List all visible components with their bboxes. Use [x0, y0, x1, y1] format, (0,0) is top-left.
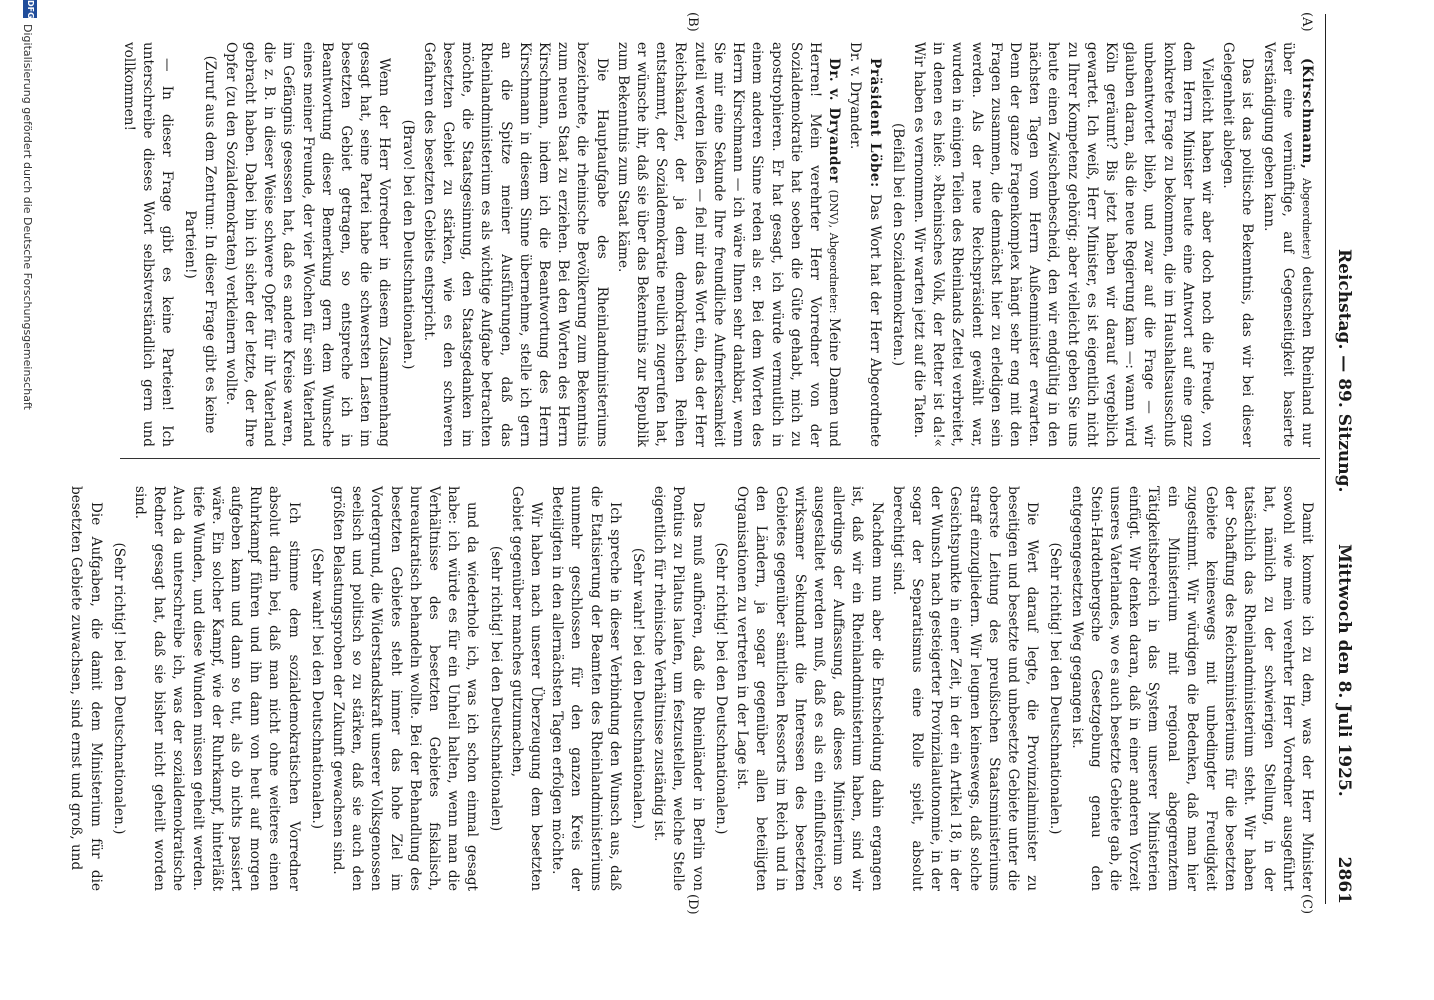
interjection: (Bravo! bei den Deutschnationalen.)	[399, 119, 416, 370]
running-head-left: Reichstag. — 89. Sitzung.	[1334, 249, 1354, 493]
margin-letter-d: (D)	[685, 894, 700, 915]
page-number: 2861	[1334, 856, 1354, 904]
paragraph	[221, 42, 394, 447]
paragraph-text: Ich spreche in dieser Verbindung den Wunsch aus, daß die Etatisierung der Beamten des Rheinlandministeriums nunmehr geschlossen für den ganzen Kreis der Beteiligten in den allernächsten Tagen erfolgen möchte.	[549, 486, 623, 891]
paragraph	[1218, 42, 1256, 447]
running-head-right: Mittwoch den 8. Juli 1925.	[1334, 544, 1354, 797]
paragraph-text: Das Wort hat der Herr Abgeordnete Dr. v. Dryander.	[847, 42, 883, 447]
paragraph	[888, 486, 1042, 891]
speaker-name: Dr. v. Dryander	[826, 58, 843, 190]
paragraph	[909, 42, 1216, 447]
paragraph	[419, 42, 611, 447]
paragraph	[1066, 486, 1316, 891]
interjection: (Sehr wahr! bei den Deutschnationalen.)	[308, 547, 325, 830]
interjection: (Sehr wahr! bei den Deutschnationalen.)	[630, 547, 647, 830]
interjection: (Sehr richtig! bei den Deutschnationalen.)	[110, 542, 127, 835]
paragraph	[130, 486, 303, 891]
running-head	[1325, 14, 1360, 904]
paragraph-text: Wenn der Herr Vorredner in diesem Zusammenhang gesagt hat, seine Partei habe die schwersten Lasten im besetzten Gebiet getragen, so entspreche ich in Beantwortung dieser Bemerkung gern dem Wunsche eines meiner Freunde, der vier Wochen für sein Vaterland im Gefängnis gesessen hat, daß es andere Kreise waren, die z. B. in dieser Weise schwere Opfer für ihr Vaterland gebracht haben. Dabei bin ich sicher der letzte, der Ihre Opfer (zu den Sozialdemokraten) verkleinern wollte.	[222, 42, 393, 447]
margin-letter-a: (A)	[1299, 12, 1314, 32]
digitization-credit: Digitalisierung gefördert durch die Deutsche Forschungsgemeinschaft	[21, 24, 34, 410]
paragraph	[1258, 42, 1316, 447]
paragraph	[732, 486, 886, 891]
paragraph-text: Die Aufgaben, die damit dem Ministerium für die besetzten Gebiete zuwachsen, sind ernst und groß, und	[68, 486, 104, 891]
paragraph	[613, 42, 843, 447]
paragraph	[547, 486, 624, 891]
speaker-name: Präsident Löbe:	[866, 58, 883, 195]
paragraph-text: Wir haben nach unserer Überzeugung dem besetzten Gebiet gegenüber manches gutzumachen,	[508, 486, 545, 891]
right-column	[64, 486, 1316, 891]
paragraph-text: Das ist das politische Bekenntnis, das wir bei dieser Gelegenheit ablegen.	[1220, 42, 1256, 447]
paragraph-text: Die Hauptaufgabe des Rheinlandministeriums bezeichnete, die rheinische Bevölkerung zum Bekenntnis zum neuen Staat zu erziehen. Bei den Worten des Herrn Kirschmann, indem ich die Beantwortung des Herrn Kirschmann in diesem Sinne übernehme, stelle ich gern an die Spitze meiner Ausführungen, daß das Rheinlandministerium es als wichtige Aufgabe betrachten möchte, die Staatsgesinnung, den Staatsgedanken im besetzten Gebiet zu stärken, wie es den schweren Gefahren des besetzten Gebiets entspricht.	[420, 42, 610, 447]
speaker-note: (DNV), Abgeordneter:	[827, 189, 841, 319]
column-divider	[120, 458, 1320, 459]
paragraph	[507, 486, 545, 891]
paragraph-text: deutschen Rheinland nur über eine vernünftige, auf Gegenseitigkeit basierte Verständigung geben kann.	[1260, 42, 1315, 447]
paragraph-text: Ich stimme dem sozialdemokratischen Vorredner absolut darin bei, daß man nicht ohne weiteres einen Ruhrkampf führen und ihn dann von heut auf morgen aufgeben kann und dann so tut, als ob nichts passiert wäre. Ein solcher Kampf, wie der Ruhrkampf, hinterläßt tiefe Wunden, und diese Wunden müssen geheilt werden. Auch da unterschreibe ich, was der sozialdemokratische Redner gesagt hat, daß sie bisher nicht geheilt worden sind.	[132, 486, 302, 891]
left-column	[117, 42, 1316, 447]
document-sheet	[68, 12, 1360, 915]
paragraph-text: Meine Damen und Herren! Mein verehrter Herr Vorredner von der Sozialdemokratie hat soeben die Güte gehabt, mich zu apostrophieren. Er hat gesagt, ich würde vermutlich in einem anderen Sinne reden als er. Bei dem Worten des Herrn Kirschmann — ich wäre Ihnen sehr dankbar, wenn Sie mir eine Sekunde Ihre freundliche Aufmerksamkeit zuteil werden ließen — fiel mir das Wort ein, das der Herr Reichskanzler, der ja dem demokratischen Reihen entstammt, der Sozialdemokratie neulich zugerufen hat, er wünsche ihr, daß sie über das Bekenntnis zur Republik zum Bekenntnis zum Staat käme.	[614, 42, 843, 447]
interjection: (Sehr richtig! bei den Deutschnationalen.)	[712, 542, 729, 835]
interjection: (sehr richtig! bei den Deutschnationalen)	[487, 545, 504, 832]
speaker-name: (Kirschmann,	[1299, 58, 1315, 178]
paragraph	[66, 486, 104, 891]
paragraph-text: Vielleicht haben wir aber doch noch die Freude, von dem Herrn Minister heute eine Antwort auf eine ganz konkrete Frage zu bekommen, die im Haushaltsausschuß unbeantwortet blieb, und zwar auf die Frage — wir glauben daran, als die neue Regierung kam —: wann wird Köln geräumt? Bis jetzt haben wir darauf vergeblich gewartet. Ich weiß, Herr Minister, es ist eigentlich nicht zu Ihrer Kompetenz gehörig; aber vielleicht geben Sie uns heute einen Zwischenbescheid, den wir endgültig in den nächsten Tagen vom Herrn Außenminister erwarten. Denn der ganze Fragenkomplex hängt sehr eng mit den Fragen zusammen, die demnächst hier zu erledigen sein werden. Als der neue Reichspräsident gewählt war, wurden in einigen Teilen des Rheinlands Zettel verbreitet, in denen es hieß: »Rheinisches Volk, der Retter ist da!« Wir haben es vernommen. Wir warten jetzt auf die Taten.	[910, 42, 1215, 447]
paragraph-text: und da wiederhole ich, was ich schon einmal gesagt habe: ich würde es für ein Unheil halten, wenn man die Verhältnisse des besetzten Gebietes fiskalisch, bureaukratisch behandeln wollte. Bei der Behandlung des besetzten Gebietes steht immer das hohe Ziel im Vordergrund, die Widerstandskraft unserer Volksgenossen seelisch und politisch so zu stärken, daß sie auch den größten Belastungsproben der Zukunft gewachsen sind.	[330, 486, 481, 891]
margin-letter-c: (C)	[1299, 894, 1314, 915]
interjection: (Sehr richtig! bei den Deutschnationalen.)	[1047, 542, 1064, 835]
speaker-note: Abgeordneter)	[1300, 178, 1313, 267]
interjection: (Beifall bei den Sozialdemokraten.)	[889, 122, 906, 367]
margin-letter-b: (B)	[685, 12, 700, 32]
paragraph-text: Nachdem nun aber die Entscheidung dahin ergangen ist, daß wir ein Rheinlandministerium haben, sind wir allerdings der Auffassung, daß dieses Ministerium so ausgestaltet werden muß, daß es als ein einflußreicher, wirksamer Sekundant die Interessen des besetzten Gebietes gegenüber sämtlichen Ressorts im Reich und in den Ländern, ja sogar gegenüber allen beteiligten Organisationen zu vertreten in der Lage ist.	[734, 486, 885, 891]
paragraph	[845, 42, 883, 447]
interjection: (Zuruf aus dem Zentrum: In dieser Frage gibt es keine Parteien!)	[182, 55, 218, 434]
paragraph	[649, 486, 707, 891]
dfg-logo: DFG	[23, 0, 37, 18]
paragraph-text: Die Wert darauf legte, die Provinzialminister zu beseitigen und besetzte und unbesetzte Gebiete unter die oberste Leitung des preußischen Staatsministeriums straff einzugliedern. Wir leugnen keineswegs, daß solche Gesichtspunkte in einer Zeit, in der ein Artikel 18, in der der Wunsch nach gesteigerter Provinzialautonomie, in der sogar der Separatismus eine Rolle spielt, absolut berechtigt sind.	[889, 486, 1041, 891]
paragraph-text: — In dieser Frage gibt es keine Parteien! Ich unterschreibe dieses Wort selbstverständlich gern und vollkommen!	[120, 42, 176, 447]
paragraph	[328, 486, 482, 891]
paragraph-text: Damit komme ich zu dem, was der Herr Minister sowohl wie mein verehrter Herr Vorredner ausgeführt hat, nämlich zu der schwierigen Stellung, in der tatsächlich das Rheinlandministerium steht. Wir haben der Schaffung des Reichsministeriums für die besetzten Gebiete keineswegs mit unbedingter Freudigkeit zugestimmt. Wir würdigen die Bedenken, daß man hier ein Ministerium mit regional abgegrenztem Tätigkeitsbereich in das System unserer Ministerien einfügt. Wir denken daran, daß in einer anderen Vorzeit unseres Vaterlandes, wo es auch besetzte Gebiete gab, die Stein-Hardenbergsche Gesetzgebung genau den entgegengesetzten Weg gegangen ist.	[1068, 486, 1315, 891]
paragraph-text: Das muß aufhören, daß die Rheinländer in Berlin von Pontius zu Pilatus laufen, um festzustellen, welche Stelle eigentlich für rheinische Verhältnisse zuständig ist.	[651, 486, 706, 891]
paragraph	[119, 42, 177, 447]
